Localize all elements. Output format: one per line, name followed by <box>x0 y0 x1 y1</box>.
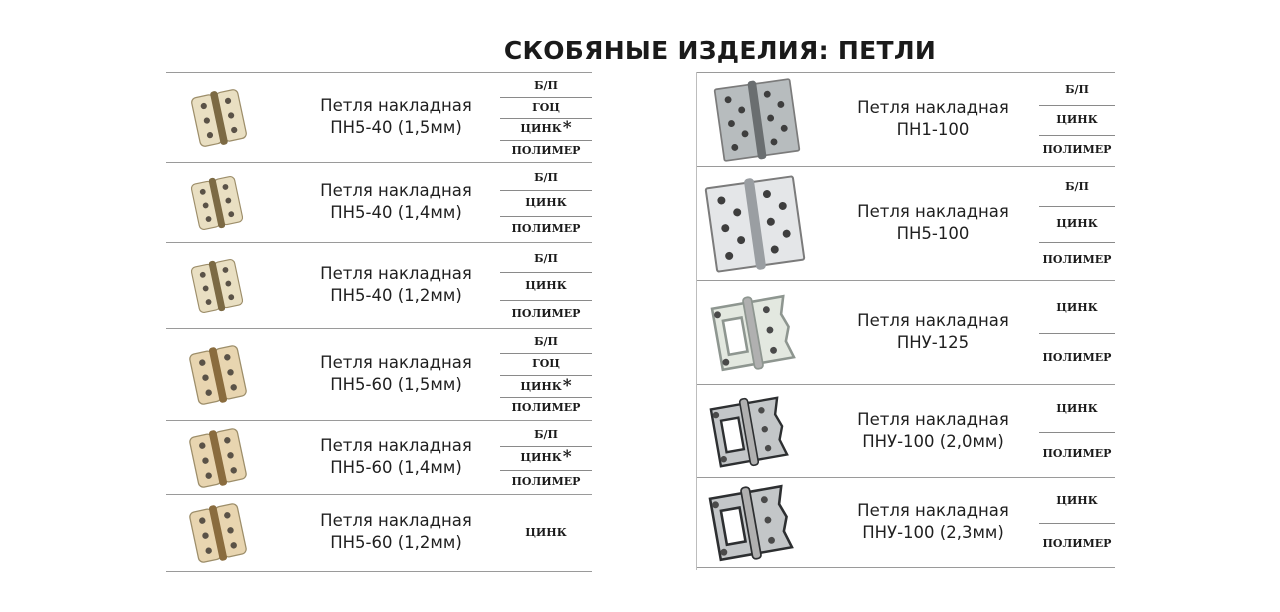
finish-option <box>500 423 592 447</box>
finish-option <box>1039 242 1115 279</box>
product-name <box>296 352 496 396</box>
door-hinge-icon <box>703 174 807 278</box>
flush-hinge-icon <box>703 480 799 570</box>
flush-hinge-icon <box>703 290 803 380</box>
finish-option <box>500 300 592 327</box>
product-type: Петля накладная <box>857 98 1009 117</box>
finish-option <box>1039 523 1115 566</box>
product-name <box>296 263 496 307</box>
product-model: ПН1-100 <box>896 120 970 139</box>
finish-option <box>500 375 592 398</box>
finish-options <box>500 495 592 571</box>
finish-option <box>500 190 592 216</box>
product-row <box>697 166 1115 281</box>
finish-option <box>1039 432 1115 477</box>
product-name <box>835 310 1031 354</box>
product-row <box>697 384 1115 478</box>
finish-options <box>1039 478 1115 567</box>
finish-label: Б/П <box>534 79 558 92</box>
finish-option <box>500 495 592 571</box>
finish-label: ПОЛИМЕР <box>511 401 581 414</box>
finish-label: Б/П <box>1065 180 1089 193</box>
finish-option <box>500 245 592 273</box>
finish-label: ЦИНК <box>1056 216 1098 230</box>
finish-label: ПОЛИМЕР <box>511 143 581 157</box>
finish-option <box>500 216 592 241</box>
product-row <box>166 162 592 243</box>
finish-option <box>500 97 592 120</box>
finish-options <box>500 421 592 495</box>
finish-options <box>1039 73 1115 167</box>
finish-label: ЦИНК <box>525 526 567 539</box>
finish-option <box>1039 206 1115 244</box>
finish-options <box>500 163 592 243</box>
finish-option <box>500 331 592 354</box>
finish-label: ЦИНК <box>525 196 567 210</box>
product-model: ПНУ-125 <box>896 333 970 352</box>
flush-hinge-icon <box>703 392 795 476</box>
product-type: Петля накладная <box>857 500 1009 520</box>
finish-label: ЦИНК <box>525 279 567 293</box>
finish-label: Б/П <box>534 171 558 184</box>
finish-options <box>500 73 592 163</box>
finish-options <box>1039 385 1115 478</box>
footnote-asterisk: * <box>562 376 572 396</box>
product-name <box>835 409 1031 453</box>
finish-option <box>1039 480 1115 524</box>
finish-label: ПОЛИМЕР <box>511 306 581 320</box>
product-type: Петля накладная <box>320 96 472 115</box>
product-row <box>166 328 592 421</box>
finish-label: Б/П <box>534 428 558 441</box>
product-row <box>697 280 1115 385</box>
finish-option <box>500 165 592 191</box>
product-model: ПН5-40 (1,2мм) <box>330 286 462 305</box>
product-model: ПН5-60 (1,5мм) <box>330 375 462 394</box>
finish-label: ЦИНК <box>1056 113 1098 126</box>
product-name <box>296 435 496 479</box>
finish-option <box>1039 135 1115 165</box>
product-type: Петля накладная <box>320 264 472 283</box>
product-row <box>166 494 592 572</box>
product-row <box>166 72 592 163</box>
footnote-asterisk: * <box>562 447 572 468</box>
finish-option <box>500 397 592 419</box>
finish-option <box>1039 333 1115 383</box>
finish-label: Б/П <box>534 335 558 348</box>
finish-option <box>500 118 592 141</box>
finish-option <box>500 75 592 98</box>
finish-options <box>1039 281 1115 385</box>
finish-option <box>500 140 592 162</box>
finish-label: ПОЛИМЕР <box>1042 446 1112 460</box>
finish-option <box>500 272 592 300</box>
product-name <box>296 95 496 139</box>
finish-label: ЦИНК <box>1056 494 1098 507</box>
product-model: ПН5-60 (1,4мм) <box>330 458 462 477</box>
finish-label: ГОЦ <box>532 357 560 370</box>
butterfly-hinge-icon <box>186 174 248 236</box>
product-type: Петля накладная <box>857 409 1009 429</box>
finish-label: ПОЛИМЕР <box>1042 253 1112 267</box>
product-name <box>835 201 1031 245</box>
product-type: Петля накладная <box>320 436 472 455</box>
product-type: Петля накладная <box>857 311 1009 330</box>
finish-label: Б/П <box>1065 83 1089 96</box>
product-row <box>697 72 1115 167</box>
finish-options <box>500 243 592 329</box>
finish-label: ПОЛИМЕР <box>1042 143 1112 156</box>
finish-option <box>1039 105 1115 136</box>
finish-label: Б/П <box>534 252 558 265</box>
finish-label: ЦИНК <box>520 451 562 465</box>
product-type: Петля накладная <box>320 181 472 200</box>
product-type: Петля накладная <box>320 511 472 530</box>
finish-options <box>500 329 592 421</box>
product-name <box>296 180 496 224</box>
finish-label: ПОЛИМЕР <box>511 474 581 488</box>
product-type: Петля накладная <box>320 353 472 372</box>
product-model: ПН5-40 (1,4мм) <box>330 203 462 222</box>
finish-label: ПОЛИМЕР <box>1042 536 1112 550</box>
finish-label: ГОЦ <box>532 100 560 114</box>
product-model: ПНУ-100 (2,0мм) <box>862 431 1004 451</box>
finish-option <box>500 353 592 376</box>
finish-label: ЦИНК <box>520 122 562 135</box>
finish-option <box>500 470 592 493</box>
page-title: СКОБЯНЫЕ ИЗДЕЛИЯ: ПЕТЛИ <box>503 36 937 65</box>
product-model: ПНУ-100 (2,3мм) <box>862 522 1004 542</box>
finish-option <box>500 446 592 470</box>
product-name <box>835 97 1031 141</box>
finish-option <box>1039 75 1115 106</box>
product-model: ПН5-40 (1,5мм) <box>330 118 462 137</box>
finish-options <box>1039 167 1115 281</box>
product-row <box>166 242 592 329</box>
butterfly-hinge-icon <box>186 426 250 494</box>
finish-option <box>1039 169 1115 207</box>
footnote-asterisk: * <box>562 118 572 138</box>
product-name <box>835 500 1031 544</box>
product-row <box>697 477 1115 568</box>
butterfly-hinge-icon <box>186 343 250 411</box>
product-type: Петля накладная <box>857 202 1009 221</box>
product-model: ПН5-100 <box>896 224 970 243</box>
product-row <box>166 420 592 495</box>
door-hinge-icon <box>703 77 811 167</box>
butterfly-hinge-icon <box>186 257 248 319</box>
product-model: ПН5-60 (1,2мм) <box>330 533 462 552</box>
finish-label: ПОЛИМЕР <box>511 221 581 235</box>
finish-option <box>1039 387 1115 433</box>
finish-label: ЦИНК <box>1056 402 1098 415</box>
butterfly-hinge-icon <box>186 87 252 153</box>
finish-label: ЦИНК <box>1056 301 1098 314</box>
butterfly-hinge-icon <box>186 501 250 569</box>
product-name <box>296 510 496 554</box>
finish-label: ЦИНК <box>520 380 562 393</box>
finish-option <box>1039 283 1115 334</box>
finish-label: ПОЛИМЕР <box>1042 351 1112 364</box>
